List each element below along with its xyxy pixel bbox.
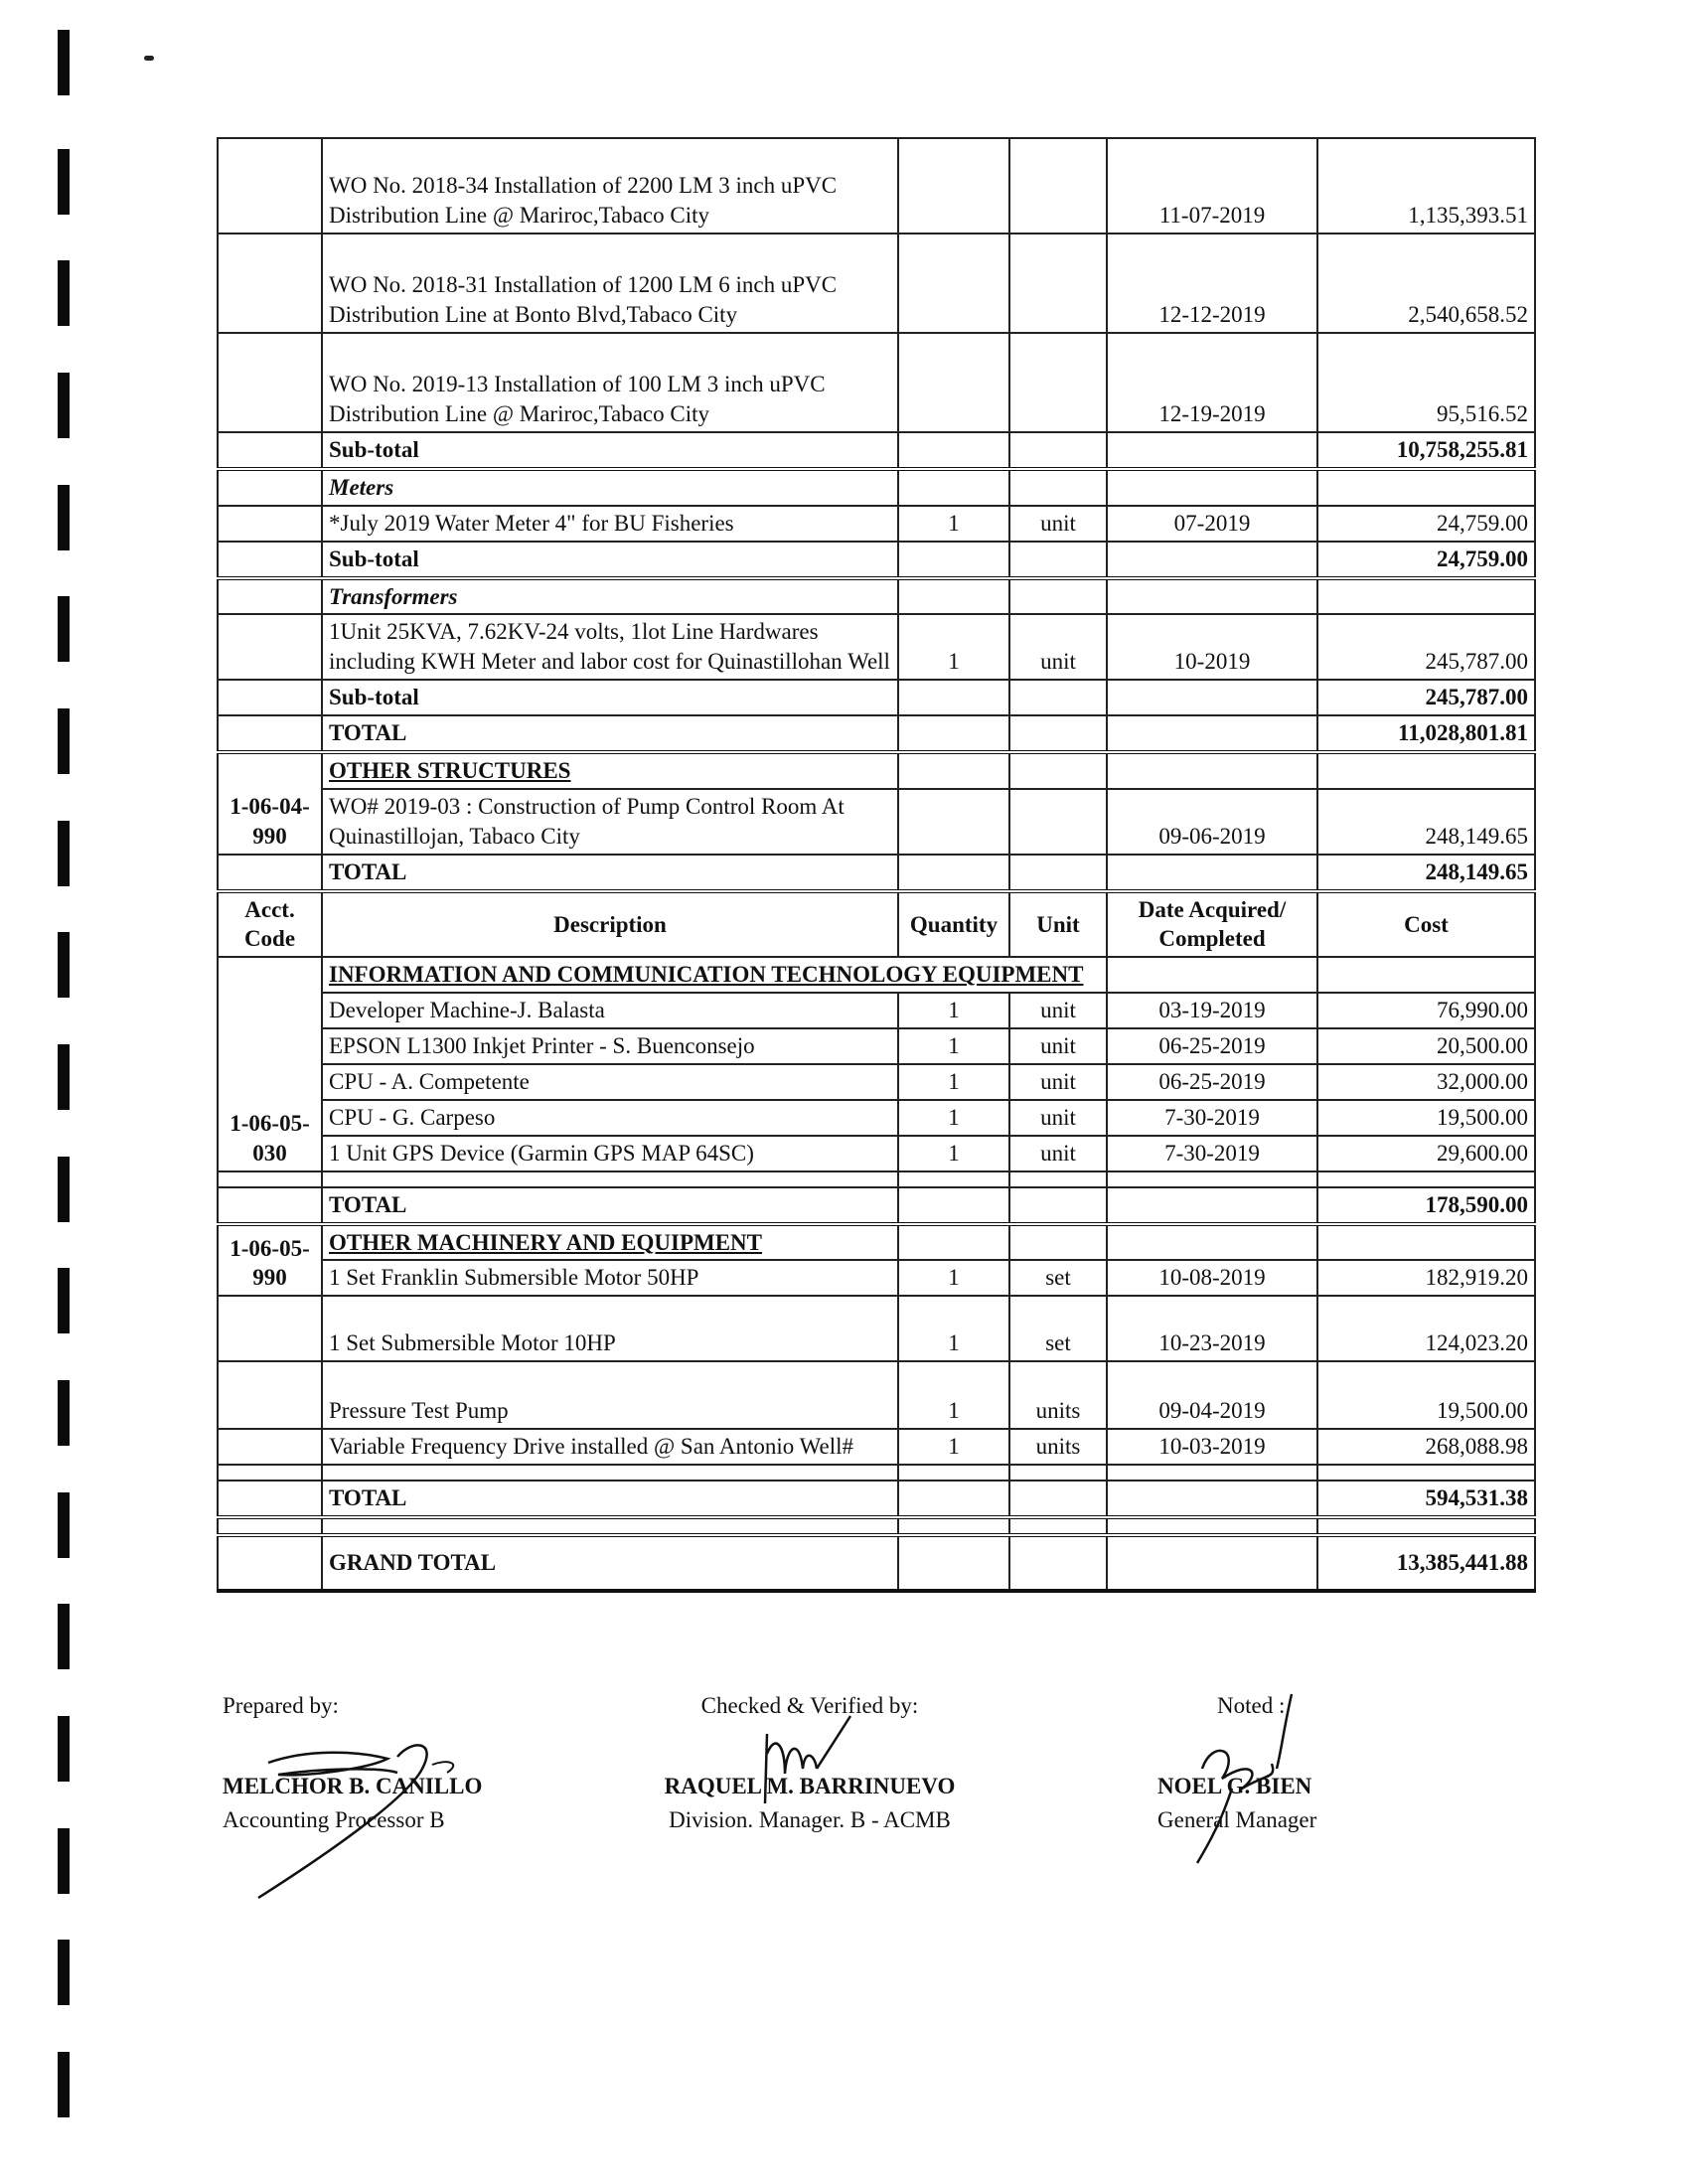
asset-ledger-table <box>217 137 1536 1593</box>
item-quantity: 1 <box>898 1361 1009 1429</box>
table-row <box>218 1064 1535 1100</box>
spacer-row <box>218 1465 1535 1481</box>
table-row <box>218 234 1535 333</box>
item-quantity: 1 <box>898 1429 1009 1465</box>
total-cost: 11,028,801.81 <box>1317 715 1535 752</box>
item-unit: units <box>1009 1429 1107 1465</box>
item-date: 03-19-2019 <box>1107 993 1317 1028</box>
spacer-row <box>218 1517 1535 1535</box>
table-row <box>218 138 1535 234</box>
item-date: 09-04-2019 <box>1107 1361 1317 1429</box>
account-code: 1-06-05-030 <box>218 957 322 1170</box>
item-cost: 2,540,658.52 <box>1317 234 1535 333</box>
item-date: 7-30-2019 <box>1107 1100 1317 1136</box>
section-row <box>218 752 1535 789</box>
category-row <box>218 578 1535 615</box>
total-row <box>218 715 1535 752</box>
grand-total-cost: 13,385,441.88 <box>1317 1535 1535 1591</box>
section-title: OTHER STRUCTURES <box>322 752 898 789</box>
item-unit: unit <box>1009 506 1107 542</box>
header-acct-code: Acct. Code <box>218 891 322 958</box>
item-quantity: 1 <box>898 1100 1009 1136</box>
item-cost: 1,135,393.51 <box>1317 138 1535 234</box>
header-quantity: Quantity <box>898 891 1009 958</box>
signatory-role: Noted : <box>1217 1693 1286 1718</box>
subtotal-label: Sub-total <box>322 432 898 469</box>
binding-mark <box>58 1380 70 1446</box>
item-cost: 19,500.00 <box>1317 1100 1535 1136</box>
item-description: CPU - G. Carpeso <box>322 1100 898 1136</box>
table-row <box>218 506 1535 542</box>
account-code: 1-06-05-990 <box>218 1224 322 1297</box>
item-date: 11-07-2019 <box>1107 138 1317 234</box>
section-title: INFORMATION AND COMMUNICATION TECHNOLOGY EQUIPMENT <box>322 957 1107 993</box>
binding-mark <box>58 1604 70 1669</box>
subtotal-cost: 24,759.00 <box>1317 542 1535 578</box>
item-description: *July 2019 Water Meter 4" for BU Fisheries <box>322 506 898 542</box>
subtotal-cost: 245,787.00 <box>1317 680 1535 715</box>
total-label: TOTAL <box>322 1481 898 1517</box>
item-date: 09-06-2019 <box>1107 789 1317 855</box>
item-description: CPU - A. Competente <box>322 1064 898 1100</box>
item-unit: unit <box>1009 1100 1107 1136</box>
item-description: 1 Unit GPS Device (Garmin GPS MAP 64SC) <box>322 1136 898 1171</box>
binding-mark <box>58 932 70 998</box>
item-quantity: 1 <box>898 1064 1009 1100</box>
item-date: 12-12-2019 <box>1107 234 1317 333</box>
signatory-role: Prepared by: <box>223 1693 339 1718</box>
handwritten-signature <box>1172 1689 1311 1868</box>
item-quantity: 1 <box>898 1296 1009 1361</box>
account-code: 1-06-04-990 <box>218 752 322 855</box>
item-cost: 245,787.00 <box>1317 614 1535 680</box>
item-description: 1Unit 25KVA, 7.62KV-24 volts, 1lot Line Hardwares including KWH Meter and labor cost for Quinastillohan Well <box>322 614 898 680</box>
table-row <box>218 333 1535 432</box>
total-row <box>218 855 1535 891</box>
item-description: 1 Set Submersible Motor 10HP <box>322 1296 898 1361</box>
item-unit: unit <box>1009 1136 1107 1171</box>
spacer-row <box>218 1171 1535 1187</box>
binding-mark <box>58 821 70 886</box>
item-description: Developer Machine-J. Balasta <box>322 993 898 1028</box>
signatory-name: NOEL G. BIEN <box>1157 1774 1312 1799</box>
binding-mark <box>58 1828 70 1894</box>
item-unit: set <box>1009 1296 1107 1361</box>
item-date: 10-08-2019 <box>1107 1260 1317 1296</box>
item-unit: set <box>1009 1260 1107 1296</box>
item-unit: unit <box>1009 1028 1107 1064</box>
item-unit: unit <box>1009 614 1107 680</box>
total-label: TOTAL <box>322 855 898 891</box>
category-heading: Transformers <box>322 578 898 615</box>
grand-total-label: GRAND TOTAL <box>322 1535 898 1591</box>
item-description: Variable Frequency Drive installed @ San Antonio Well# <box>322 1429 898 1465</box>
item-date: 7-30-2019 <box>1107 1136 1317 1171</box>
stray-mark <box>144 56 154 61</box>
binding-mark <box>58 260 70 326</box>
item-quantity: 1 <box>898 1136 1009 1171</box>
handwritten-signature <box>755 1714 874 1813</box>
item-description: WO# 2019-03 : Construction of Pump Control Room At Quinastillojan, Tabaco City <box>322 789 898 855</box>
signatory-role: Checked & Verified by: <box>700 1693 919 1718</box>
header-description: Description <box>322 891 898 958</box>
subtotal-row <box>218 542 1535 578</box>
item-quantity: 1 <box>898 614 1009 680</box>
item-cost: 182,919.20 <box>1317 1260 1535 1296</box>
total-cost: 248,149.65 <box>1317 855 1535 891</box>
table-row <box>218 1361 1535 1429</box>
column-header-row <box>218 891 1535 958</box>
category-heading: Meters <box>322 469 898 506</box>
item-cost: 29,600.00 <box>1317 1136 1535 1171</box>
subtotal-cost: 10,758,255.81 <box>1317 432 1535 469</box>
binding-mark <box>58 1157 70 1222</box>
binding-mark <box>58 1492 70 1558</box>
table-row <box>218 1296 1535 1361</box>
item-date: 12-19-2019 <box>1107 333 1317 432</box>
category-row <box>218 469 1535 506</box>
item-cost: 20,500.00 <box>1317 1028 1535 1064</box>
header-date: Date Acquired/ Completed <box>1107 891 1317 958</box>
binding-mark <box>58 1940 70 2005</box>
handwritten-signature <box>248 1729 507 1908</box>
table-row <box>218 1260 1535 1296</box>
signatory-name: RAQUEL M. BARRINUEVO <box>664 1774 956 1799</box>
item-description: 1 Set Franklin Submersible Motor 50HP <box>322 1260 898 1296</box>
table-row <box>218 1429 1535 1465</box>
table-row <box>218 1028 1535 1064</box>
subtotal-row <box>218 680 1535 715</box>
item-date: 07-2019 <box>1107 506 1317 542</box>
item-cost: 19,500.00 <box>1317 1361 1535 1429</box>
binding-mark <box>58 596 70 662</box>
total-row <box>218 1481 1535 1517</box>
total-cost: 178,590.00 <box>1317 1187 1535 1224</box>
section-title: OTHER MACHINERY AND EQUIPMENT <box>322 1224 898 1261</box>
header-unit: Unit <box>1009 891 1107 958</box>
table-row <box>218 993 1535 1028</box>
header-cost: Cost <box>1317 891 1535 958</box>
binding-mark <box>58 373 70 438</box>
total-row <box>218 1187 1535 1224</box>
table-row <box>218 1136 1535 1171</box>
binding-mark <box>58 1268 70 1333</box>
item-unit: unit <box>1009 993 1107 1028</box>
signatory-title: Accounting Processor B <box>223 1806 445 1832</box>
item-quantity: 1 <box>898 993 1009 1028</box>
item-cost: 248,149.65 <box>1317 789 1535 855</box>
binding-mark <box>58 485 70 550</box>
item-date: 10-03-2019 <box>1107 1429 1317 1465</box>
item-description: WO No. 2018-34 Installation of 2200 LM 3 inch uPVC Distribution Line @ Mariroc,Tabaco City <box>322 138 898 234</box>
total-label: TOTAL <box>322 715 898 752</box>
item-description: EPSON L1300 Inkjet Printer - S. Buenconsejo <box>322 1028 898 1064</box>
item-cost: 76,990.00 <box>1317 993 1535 1028</box>
binding-mark <box>58 1044 70 1110</box>
subtotal-row <box>218 432 1535 469</box>
item-date: 06-25-2019 <box>1107 1028 1317 1064</box>
table-row <box>218 614 1535 680</box>
total-label: TOTAL <box>322 1187 898 1224</box>
item-unit: unit <box>1009 1064 1107 1100</box>
binding-mark <box>58 30 70 95</box>
table-row <box>218 1100 1535 1136</box>
item-quantity: 1 <box>898 1260 1009 1296</box>
item-quantity: 1 <box>898 506 1009 542</box>
binding-mark <box>58 1716 70 1782</box>
grand-total-row <box>218 1535 1535 1591</box>
item-unit: units <box>1009 1361 1107 1429</box>
signatory-title: General Manager <box>1157 1806 1317 1832</box>
item-description: Pressure Test Pump <box>322 1361 898 1429</box>
item-cost: 32,000.00 <box>1317 1064 1535 1100</box>
section-row <box>218 957 1535 993</box>
subtotal-label: Sub-total <box>322 680 898 715</box>
subtotal-label: Sub-total <box>322 542 898 578</box>
table-row <box>218 789 1535 855</box>
binding-mark <box>58 2052 70 2117</box>
section-row <box>218 1224 1535 1261</box>
item-cost: 24,759.00 <box>1317 506 1535 542</box>
binding-mark <box>58 708 70 774</box>
item-date: 10-23-2019 <box>1107 1296 1317 1361</box>
item-date: 06-25-2019 <box>1107 1064 1317 1100</box>
item-description: WO No. 2018-31 Installation of 1200 LM 6 inch uPVC Distribution Line at Bonto Blvd,Tabaco City <box>322 234 898 333</box>
item-quantity: 1 <box>898 1028 1009 1064</box>
item-description: WO No. 2019-13 Installation of 100 LM 3 inch uPVC Distribution Line @ Mariroc,Tabaco City <box>322 333 898 432</box>
item-cost: 124,023.20 <box>1317 1296 1535 1361</box>
item-date: 10-2019 <box>1107 614 1317 680</box>
item-cost: 95,516.52 <box>1317 333 1535 432</box>
item-cost: 268,088.98 <box>1317 1429 1535 1465</box>
signatory-name: MELCHOR B. CANILLO <box>223 1774 483 1799</box>
total-cost: 594,531.38 <box>1317 1481 1535 1517</box>
binding-mark <box>58 149 70 215</box>
signatory-title: Division. Manager. B - ACMB <box>669 1806 951 1832</box>
